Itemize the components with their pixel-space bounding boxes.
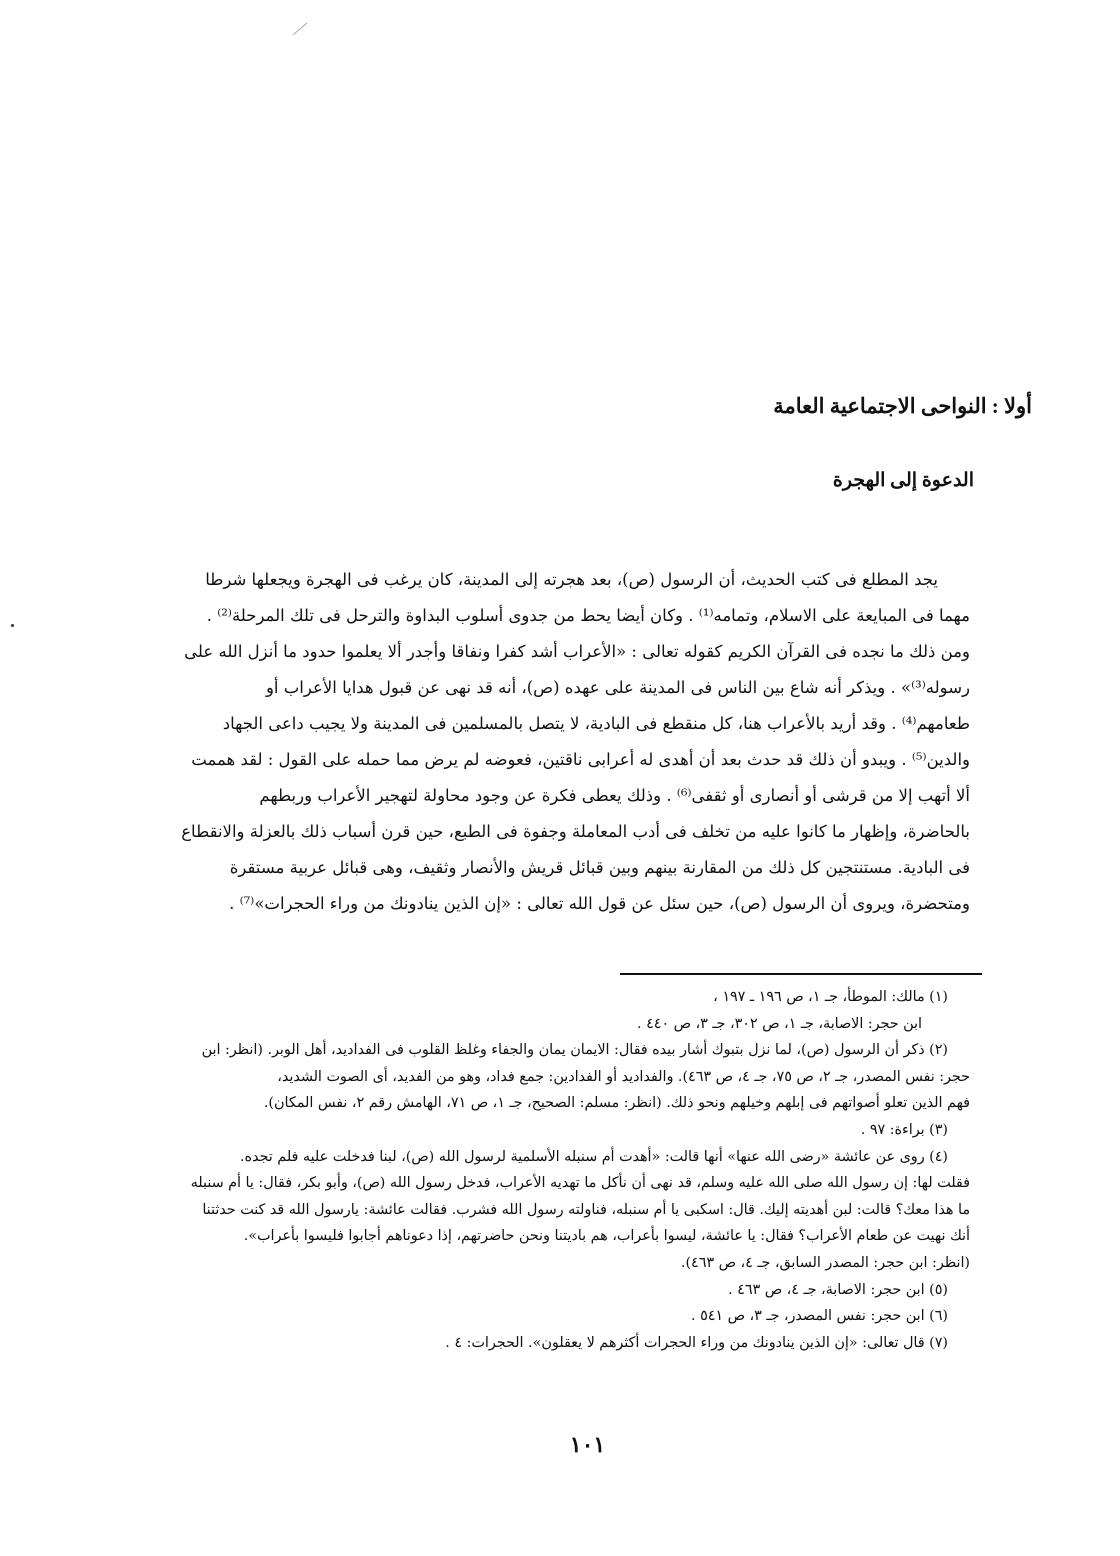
scan-speck: [292, 22, 308, 36]
footnote-line: (٤) روى عن عائشة «رضى الله عنها» أنها قالت: «أهدت أم سنبله الأسلمية لرسول الله (ص)، لبنا فدخلت عليه فلم تجده.: [240, 1148, 948, 1165]
footnote-line: ابن حجر: الاصابة، جـ ١، ص ٣٠٢، جـ ٣، ص ٤٤٠ .: [637, 1015, 922, 1032]
footnote-line: (٣) براءة: ٩٧ .: [860, 1121, 948, 1138]
body-line: ألا أتهب إلا من قرشى أو أنصارى أو ثقفى⁽⁶⁾ . وذلك يعطى فكرة عن وجود محاولة لتهجير الأعراب وربطهم: [259, 786, 970, 805]
footnote-line: ما هذا معك؟ قالت: لبن أهديته إليك. قال: اسكبى يا أم سنبله، فناولته رسول الله فشرب. فقالت عائشة: يارسول الله قد كنت حدثتنا: [202, 1201, 970, 1218]
footnote-line: فهم الذين تعلو أصواتهم فى إبلهم وخيلهم ونحو ذلك. (انظر: مسلم: الصحيح، جـ ١، ص ٧١، الهامش رقم ٢، نفس المكان).: [263, 1095, 970, 1112]
body-line: فى البادية. مستنتجين كل ذلك من المقارنة بينهم وبين قبائل قريش والأنصار وثقيف، وهى قبائل عربية مستقرة: [229, 858, 970, 877]
footnotes: [150, 984, 970, 1356]
footnote-line: أنك نهيت عن طعام الأعراب؟ فقال: يا عائشة، ليسوا بأعراب، هم باديتنا ونحن حاضرتهم، إذا دعوناهم أجابوا فليسوا بأعراب».: [243, 1228, 970, 1245]
footnote-line: فقلت لها: إن رسول الله صلى الله عليه وسلم، قد نهى أن نأكل ما تهديه الأعراب، فدخل رسول الله (ص)، وأبو بكر، فقال: يا أم سنبله: [190, 1175, 970, 1192]
footnote-line: (٦) ابن حجر: نفس المصدر، جـ ٣، ص ٥٤١ .: [690, 1308, 948, 1325]
sub-title: الدعوة إلى الهجرة: [832, 470, 974, 491]
body-line: طعامهم⁽⁴⁾ . وقد أريد بالأعراب هنا، كل منقطع فى البادية، لا يتصل بالمسلمين فى المدينة ولا يجيب داعى الجهاد: [222, 714, 970, 733]
footnote-line: حجر: نفس المصدر، جـ ٢، ص ٧٥، جـ ٤، ص ٤٦٣). والفداديد أو الفدادين: جمع فداد، وهو من الفديد، أى الصوت الشديد،: [277, 1068, 970, 1085]
body-line: بالحاضرة، وإظهار ما كانوا عليه من تخلف فى أدب المعاملة وجفوة فى الطبع، حين قرن أسباب ذلك بالعزلة والانقطاع: [181, 822, 970, 841]
page-number: ١٠١: [569, 1432, 606, 1458]
footnote-line: (٧) قال تعالى: «إن الذين ينادونك من وراء الحجرات أكثرهم لا يعقلون». الحجرات: ٤ .: [445, 1334, 948, 1351]
footnote-line: (٥) ابن حجر: الاصابة، جـ ٤، ص ٤٦٣ .: [728, 1281, 948, 1298]
body-line: ومتحضرة، ويروى أن الرسول (ص)، حين سئل عن قول الله تعالى : «إن الذين ينادونك من وراء الحجرات»⁽⁷⁾ .: [229, 894, 970, 913]
body-line: يجد المطلع فى كتب الحديث، أن الرسول (ص)، بعد هجرته إلى المدينة، كان يرغب فى الهجرة ويجعلها شرطا: [205, 570, 938, 589]
body-line: والدين⁽⁵⁾ . ويبدو أن ذلك قد حدث بعد أن أهدى له أعرابى ناقتين، فعوضه لم يرض مما حمله على القول : لقد هممت: [191, 750, 970, 769]
footnote-line: (٢) ذكر أن الرسول (ص)، لما نزل بتبوك أشار بيده فقال: الايمان يمان والجفاء وغلظ القلوب فى الفداديد، أهل الوبر. (انظر: ابن: [201, 1042, 948, 1059]
footnote-separator: [620, 973, 982, 975]
footnote-line: (١) مالك: الموطأ، جـ ١، ص ١٩٦ ـ ١٩٧ ،: [713, 989, 948, 1005]
footnote-line: (انظر: ابن حجر: المصدر السابق، جـ ٤، ص ٤٦٣).: [680, 1254, 970, 1271]
body-line: ومن ذلك ما نجده فى القرآن الكريم كقوله تعالى : «الأعراب أشد كفرا ونفاقا وأجدر ألا يعلموا حدود ما أنزل الله على: [184, 642, 970, 661]
scan-dot: [11, 624, 14, 627]
body-line: رسوله⁽³⁾» . ويذكر أنه شاع بين الناس فى المدينة على عهده (ص)، أنه قد نهى عن قبول هدايا الأعراب أو: [265, 678, 970, 697]
section-title: أولا : النواحى الاجتماعية العامة: [773, 394, 1032, 418]
body-paragraph: [130, 562, 970, 922]
body-line: مهما فى المبايعة على الاسلام، وتمامه⁽¹⁾ . وكان أيضا يحط من جدوى أسلوب البداوة والترحل فى تلك المرحلة⁽²⁾ .: [206, 606, 970, 625]
